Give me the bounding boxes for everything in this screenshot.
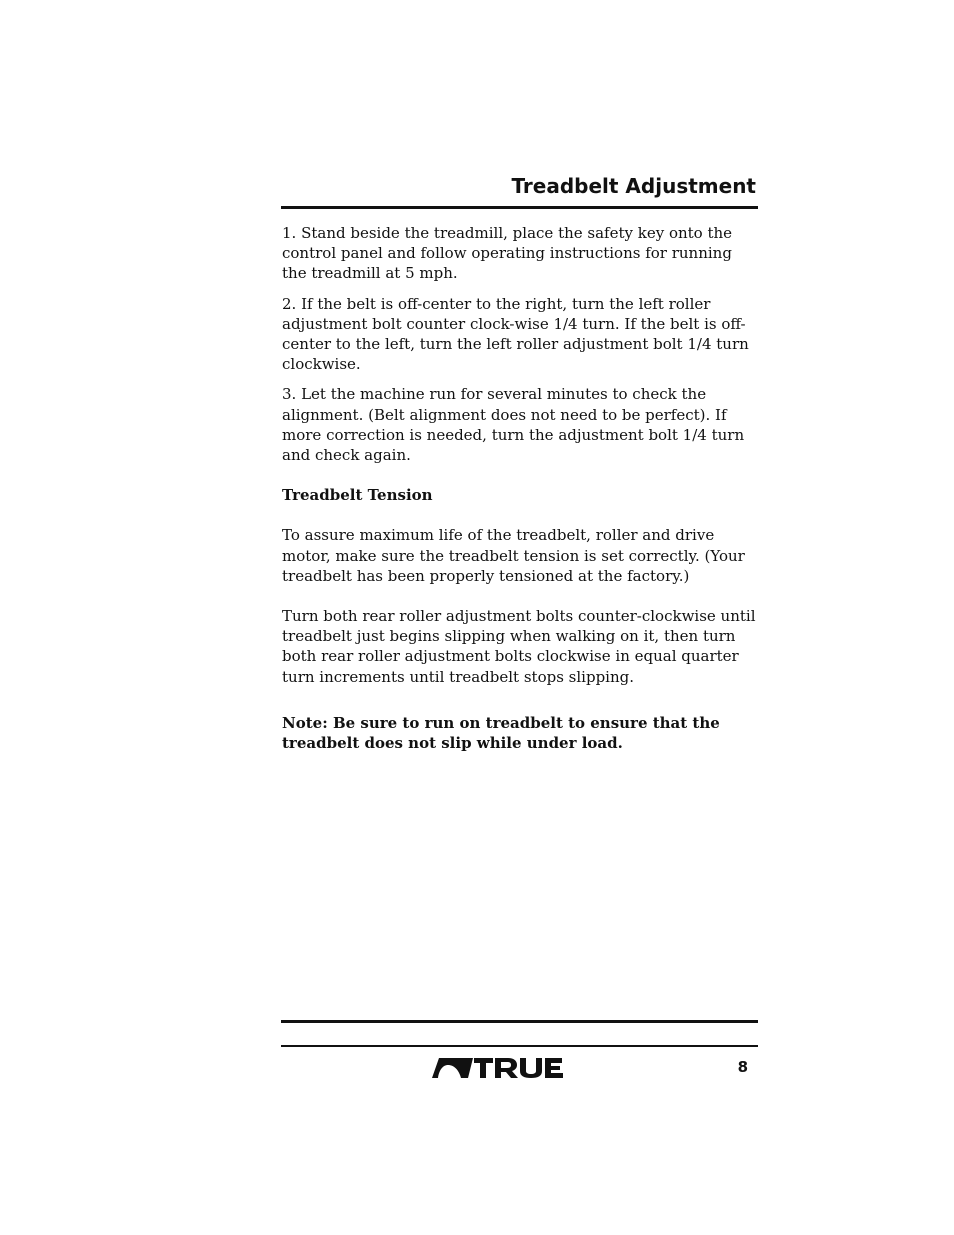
step-2: 2. If the belt is off-center to the right, turn the left roller adjustment bolt counter clock-wise 1/4 turn. If the belt is off-center to the left, turn the left roller adjustment bolt 1/4 turn clockwise.: [282, 294, 749, 374]
title-rule: [281, 206, 758, 209]
footer-rule-bottom: [281, 1045, 758, 1047]
step-1: 1. Stand beside the treadmill, place the safety key onto the control panel and follow operating instructions for running the treadmill at 5 mph.: [282, 224, 733, 283]
load-note: Note: Be sure to run on treadbelt to ensure that the treadbelt does not slip while under load.: [282, 713, 720, 753]
main-content: [282, 223, 758, 753]
footer-rule-top: [281, 1020, 758, 1023]
logo-mark-icon: [432, 1058, 473, 1078]
true-logo: [432, 1057, 578, 1079]
tension-paragraph-1: To assure maximum life of the treadbelt, roller and drive motor, make sure the treadbelt tension is set correctly. (Your treadbelt has been properly tensioned at the factory.): [282, 526, 745, 585]
page-title: Treadbelt Adjustment: [511, 174, 756, 198]
page-number: 8: [737, 1058, 748, 1076]
step-3: 3. Let the machine run for several minutes to check the alignment. (Belt alignment does not need to be perfect). If more correction is needed, turn the adjustment bolt 1/4 turn and check again.: [282, 385, 745, 465]
tension-heading: Treadbelt Tension: [282, 486, 433, 505]
tension-paragraph-2: Turn both rear roller adjustment bolts counter-clockwise until treadbelt just begins slipping when walking on it, then turn both rear roller adjustment bolts clockwise in equal quarter turn increments until treadbelt stops slipping.: [282, 607, 756, 686]
